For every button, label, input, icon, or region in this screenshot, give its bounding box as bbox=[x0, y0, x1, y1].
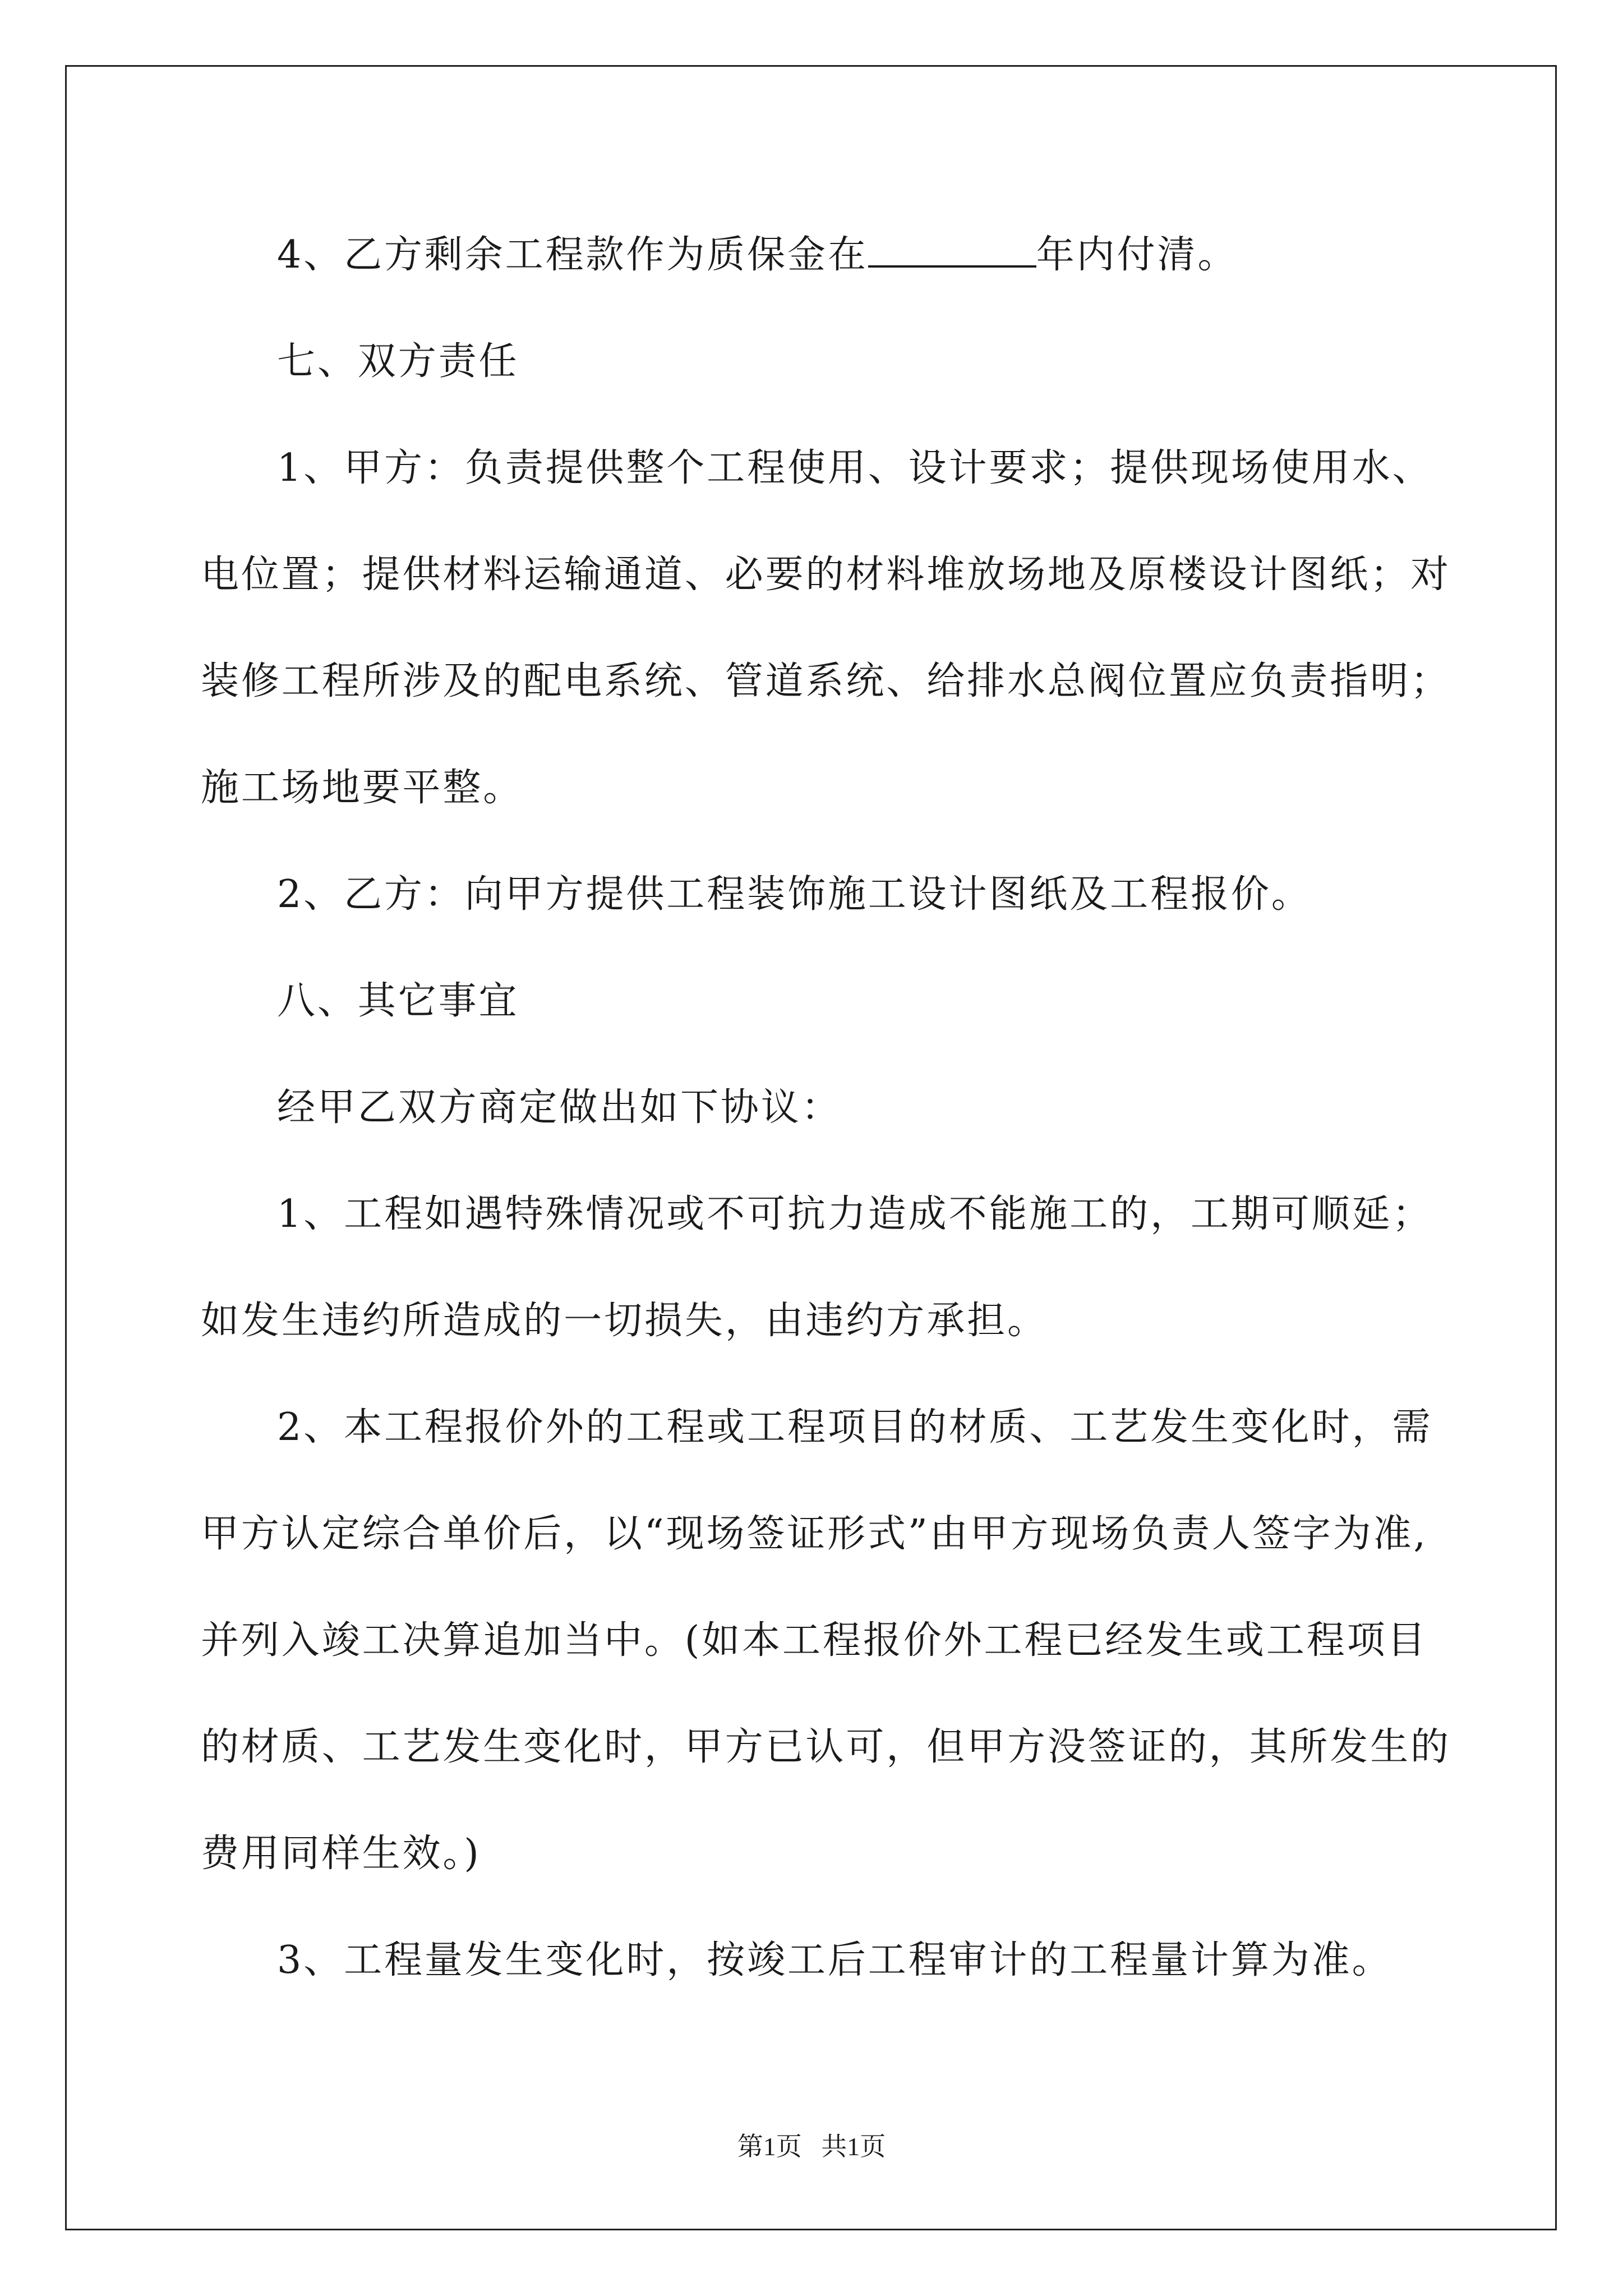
page-number-footer: 第1页 共1页 bbox=[737, 2132, 886, 2161]
paragraph-agreement-intro: 经甲乙双方商定做出如下协议： bbox=[277, 1085, 842, 1130]
paragraph-extra-work: 2、本工程报价外的工程或工程项目的材质、工艺发生变化时，需甲方认定综合单价后，以“现场签证形式”由甲方现场负责人签字为准,并列入竣工决算追加当中。(如本工程报价外工程已经发生或工程项目的材质、工艺发生变化时，甲方已认可，但甲方没签证的，其所发生的费用同样生效。) bbox=[201, 1405, 1451, 1876]
section-heading-other-matters: 八、其它事宜 bbox=[277, 979, 519, 1023]
paragraph-warranty-payment bbox=[201, 202, 1457, 309]
paragraph-party-b-duties: 2、乙方：向甲方提供工程装饰施工设计图纸及工程报价。 bbox=[277, 872, 1312, 917]
paragraph-force-majeure: 1、工程如遇特殊情况或不可抗力造成不能施工的，工期可顺延；如发生违约所造成的一切损失，由违约方承担。 bbox=[201, 1192, 1433, 1343]
warranty-text-before: 4、乙方剩余工程款作为质保金在 bbox=[277, 233, 868, 277]
paragraph-party-a-duties: 1、甲方：负责提供整个工程使用、设计要求；提供现场使用水、电位置；提供材料运输通道、必要的材料堆放场地及原楼设计图纸；对装修工程所涉及的配电系统、管道系统、给排水总阀位置应负责指明；施工场地要平整。 bbox=[201, 446, 1451, 810]
section-heading-responsibilities: 七、双方责任 bbox=[277, 339, 519, 384]
blank-years-field bbox=[868, 233, 1036, 268]
document-body bbox=[201, 202, 1457, 2014]
paragraph-quantity-change: 3、工程量发生变化时，按竣工后工程审计的工程量计算为准。 bbox=[277, 1938, 1393, 1982]
warranty-text-after: 年内付清。 bbox=[1036, 233, 1238, 277]
